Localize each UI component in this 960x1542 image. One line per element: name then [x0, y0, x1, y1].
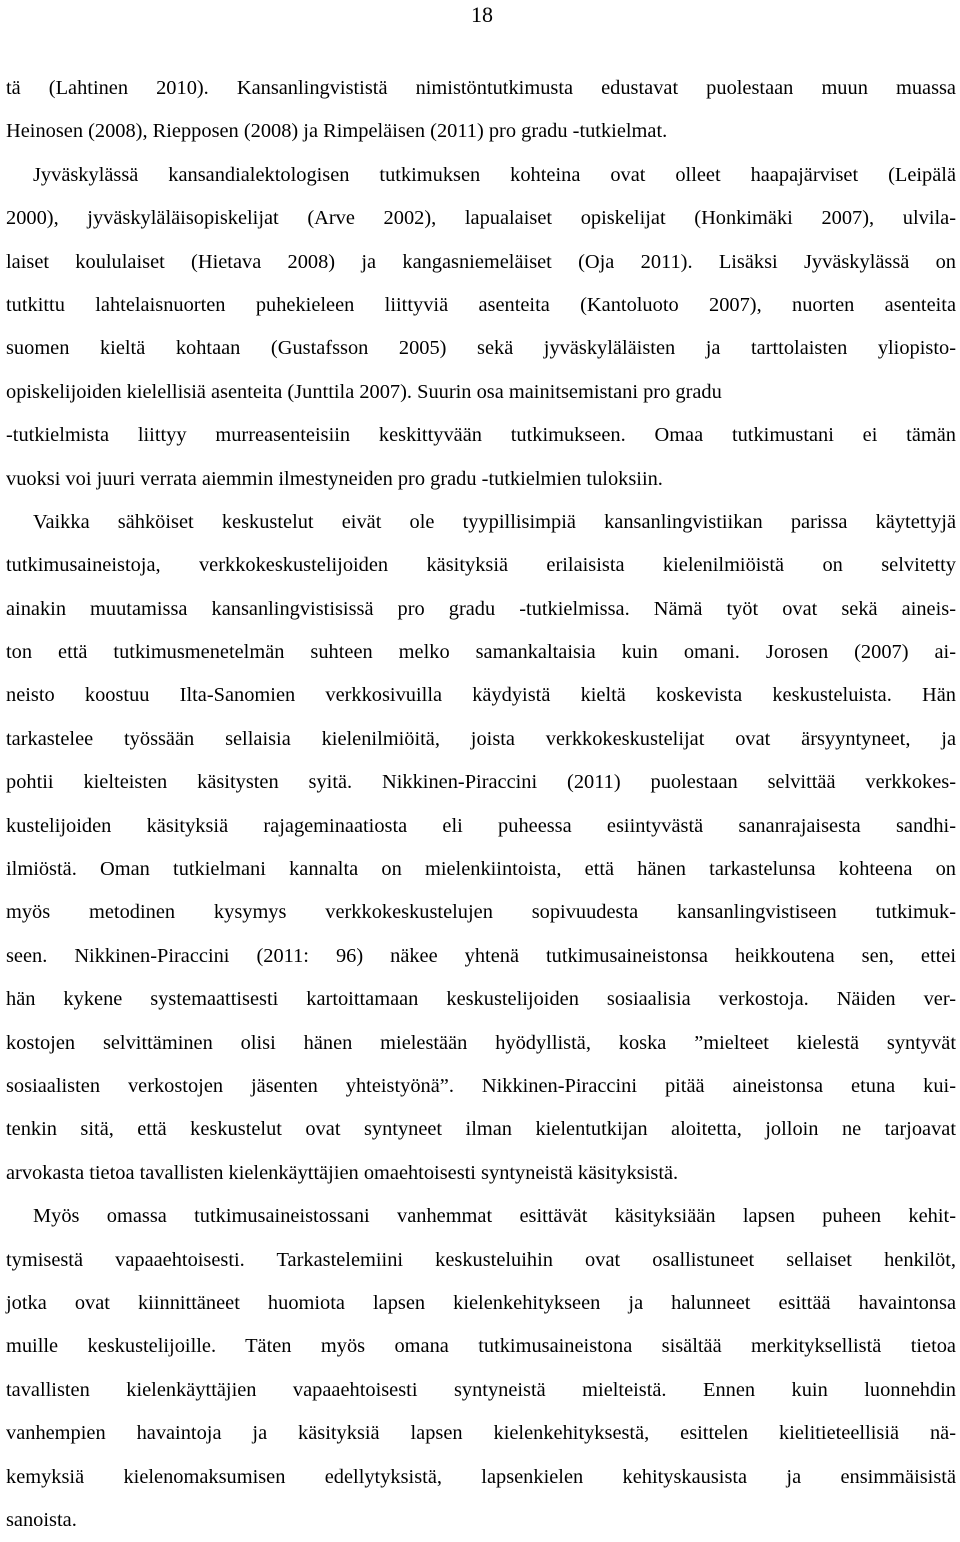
text-line: ilmiöstä. Oman tutkielmani kannalta on mielenkiintoista, että hänen tarkastelunsa kohteena on [6, 858, 956, 881]
text-line: seen. Nikkinen-Piraccini (2011: 96) näkee yhtenä tutkimusaineistonsa heikkoutena sen, ettei [6, 944, 956, 967]
text-line: Heinosen (2008), Riepposen (2008) ja Rimpeläisen (2011) pro gradu -tutkielmat. [6, 120, 668, 143]
text-line: kemyksiä kielenomaksumisen edellytyksistä, lapsenkielen kehityskausista ja ensimmäisistä [6, 1465, 956, 1488]
text-line: 2000), jyväskyläläisopiskelijat (Arve 2002), lapualaiset opiskelijat (Honkimäki 2007), ulvila- [6, 207, 956, 230]
body-text [6, 67, 956, 1542]
text-line: vanhempien havaintoja ja käsityksiä lapsen kielenkehityksestä, esittelen kielitieteellisiä nä- [6, 1422, 956, 1445]
text-line: pohtii kielteisten käsitysten syitä. Nikkinen-Piraccini (2011) puolestaan selvittää verkkokes- [6, 771, 956, 794]
text-line: sanoista. [6, 1508, 77, 1531]
text-line: ton että tutkimusmenetelmän suhteen melko samankaltaisia kuin omani. Jorosen (2007) ai- [6, 641, 956, 664]
text-line: myös metodinen kysymys verkkokeskustelujen sopivuudesta kansanlingvistiseen tutkimuk- [6, 901, 956, 924]
text-line: kustelijoiden käsityksiä rajageminaatiosta eli puheessa esiintyvästä sananrajaisesta sandhi- [6, 814, 956, 837]
text-line: jotka ovat kiinnittäneet huomiota lapsen kielenkehitykseen ja halunneet esittää havaintonsa [6, 1291, 956, 1314]
text-line: tä (Lahtinen 2010). Kansanlingvististä nimistöntutkimusta edustavat puolestaan muun muassa [6, 77, 956, 99]
text-line: arvokasta tietoa tavallisten kielenkäyttäjien omaehtoisesti syntyneistä käsityksistä. [6, 1161, 679, 1184]
text-line: tutkimusaineistoja, verkkokeskustelijoiden käsityksiä erilaisista kielenilmiöistä on selvitetty [6, 554, 956, 577]
text-line: ainakin muutamissa kansanlingvistisissä pro gradu -tutkielmissa. Nämä työt ovat sekä aineis- [6, 597, 956, 620]
text-line: vuoksi voi juuri verrata aiemmin ilmestyneiden pro gradu -tutkielmien tuloksiin. [6, 467, 663, 490]
text-line: opiskelijoiden kielellisiä asenteita (Junttila 2007). Suurin osa mainitsemistani pro gradu [6, 380, 722, 403]
text-line: hän kykene systemaattisesti kartoittamaan keskustelijoiden sosiaalisia verkostoja. Näiden ver- [6, 988, 956, 1011]
text-line: Myös omassa tutkimusaineistossani vanhemmat esittävät käsityksiään lapsen puheen kehit- [33, 1205, 956, 1228]
text-line: tutkittu lahtelaisnuorten puhekieleen liittyviä asenteita (Kantoluoto 2007), nuorten asenteita [6, 293, 956, 316]
text-line: kostojen selvittäminen olisi hänen mielestään hyödyllistä, koska ”mielteet kielestä syntyvät [6, 1031, 956, 1054]
text-line: tymisestä vapaaehtoisesti. Tarkastelemiini keskusteluihin ovat osallistuneet sellaiset henkilöt, [6, 1248, 956, 1271]
text-line: neisto koostuu Ilta-Sanomien verkkosivuilla käydyistä kieltä koskevista keskusteluista. Hän [6, 684, 956, 707]
text-line: -tutkielmista liittyy murreasenteisiin keskittyvään tutkimukseen. Omaa tutkimustani ei tämän [6, 424, 956, 447]
text-line: Jyväskylässä kansandialektologisen tutkimuksen kohteina ovat olleet haapajärviset (Leipälä [33, 163, 956, 186]
text-line: suomen kieltä kohtaan (Gustafsson 2005) sekä jyväskyläläisten ja tarttolaisten yliopisto- [6, 337, 956, 360]
text-line: tavallisten kielenkäyttäjien vapaaehtoisesti syntyneistä mielteistä. Ennen kuin luonnehdin [6, 1378, 956, 1401]
text-line: Vaikka sähköiset keskustelut eivät ole tyypillisimpiä kansanlingvistiikan parissa käytettyjä [33, 510, 956, 533]
text-line: sosiaalisten verkostojen jäsenten yhteistyönä”. Nikkinen-Piraccini pitää aineistonsa etuna kui- [6, 1074, 956, 1097]
text-line: tenkin sitä, että keskustelut ovat syntyneet ilman kielentutkijan aloitetta, jolloin ne tarjoavat [6, 1118, 956, 1141]
text-line: tarkastelee työssään sellaisia kielenilmiöitä, joista verkkokeskustelijat ovat ärsyyntyneet, ja [6, 727, 956, 750]
text-line: laiset koululaiset (Hietava 2008) ja kangasniemeläiset (Oja 2011). Lisäksi Jyväskylässä on [6, 250, 956, 273]
text-line: muille keskustelijoille. Täten myös omana tutkimusaineistona sisältää merkityksellistä tietoa [6, 1335, 956, 1358]
page-number: 18 [471, 2, 493, 27]
